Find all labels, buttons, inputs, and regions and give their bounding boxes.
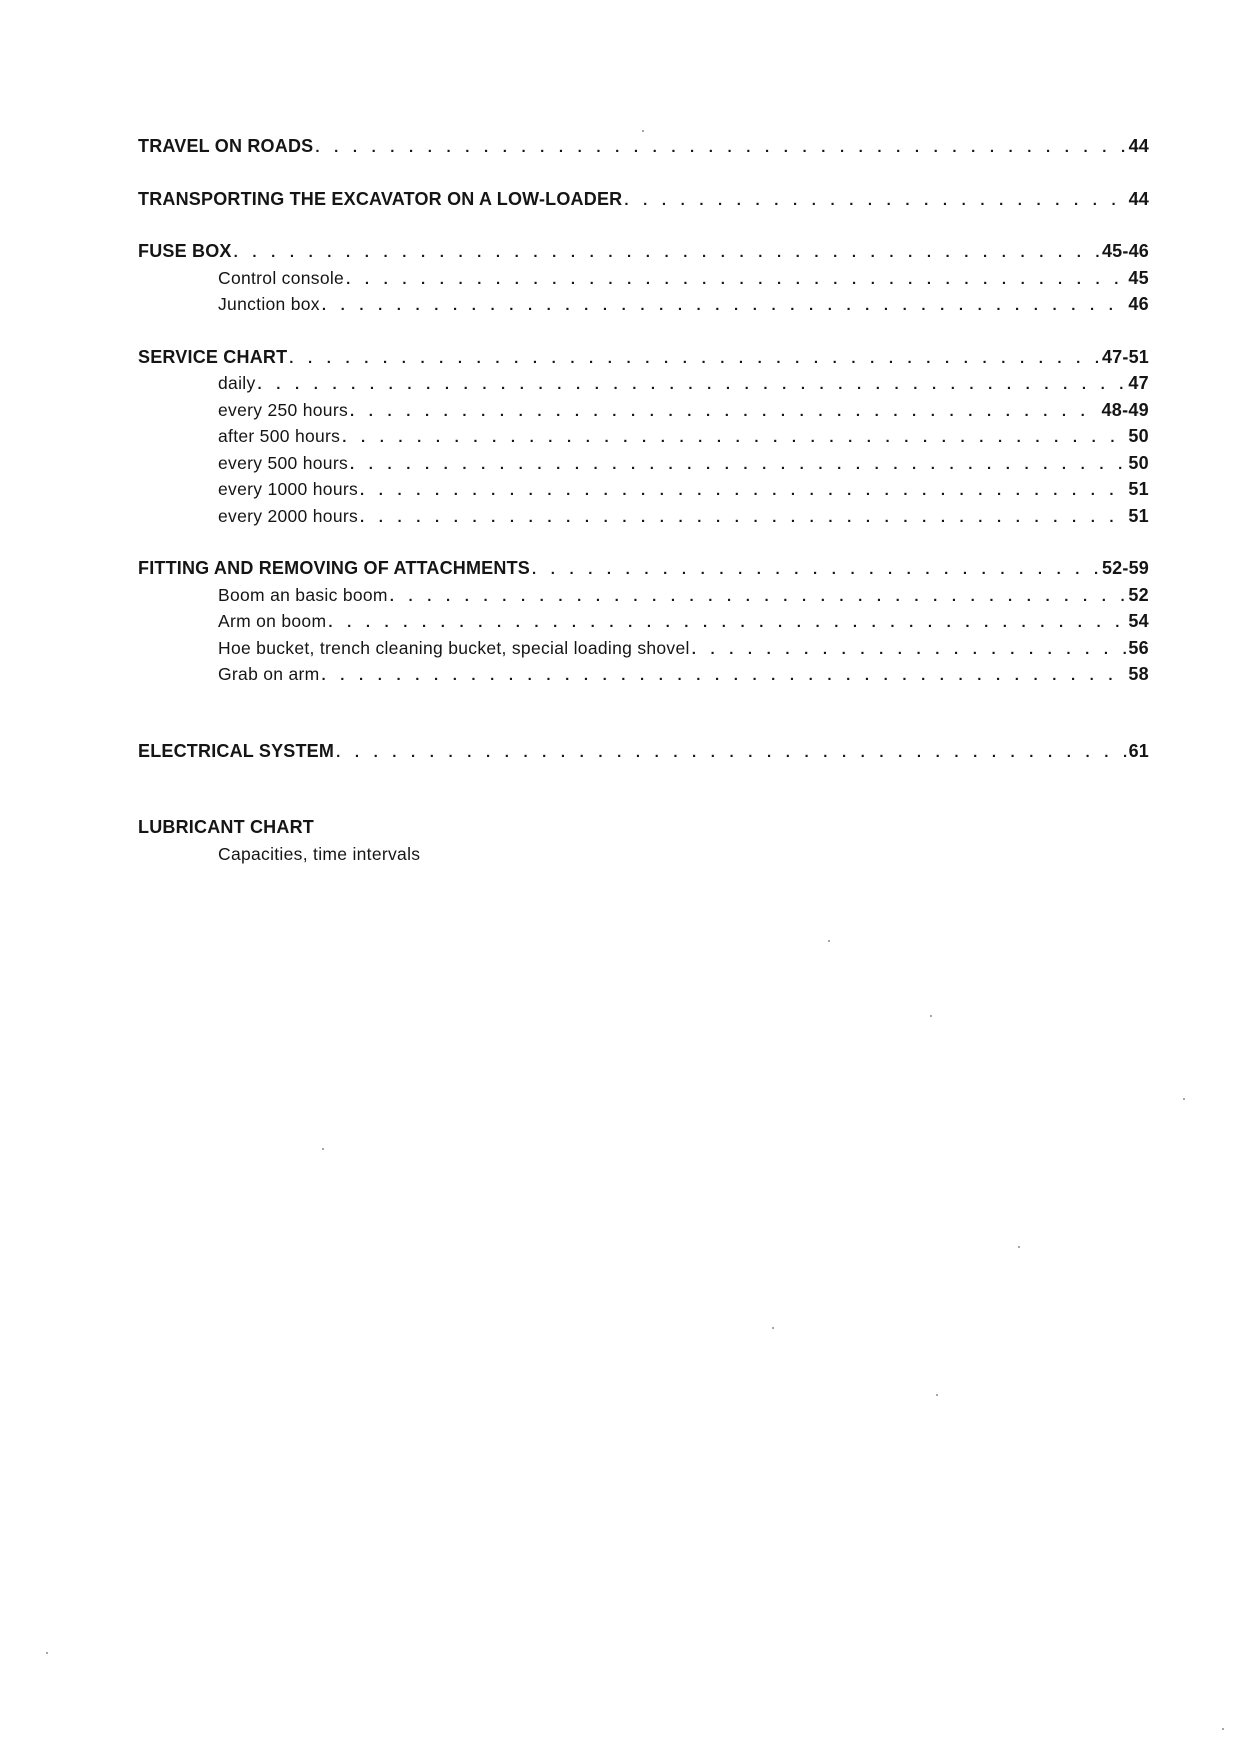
dot-leader (360, 478, 1126, 505)
dot-leader (624, 188, 1126, 215)
toc-subentry-page: 51 (1128, 505, 1149, 526)
dot-leader (328, 610, 1126, 637)
toc-subentry-page: 46 (1128, 294, 1149, 314)
toc-entry[interactable] (138, 344, 1149, 371)
toc-entry[interactable] (138, 133, 1149, 160)
dot-leader (258, 372, 1127, 399)
toc-entry-title: FITTING AND REMOVING OF ATTACHMENTS (138, 558, 530, 578)
toc-subentry (138, 841, 1149, 868)
toc-subentry[interactable] (138, 476, 1149, 503)
toc-entry[interactable] (138, 186, 1149, 213)
toc-entry-title: TRANSPORTING THE EXCAVATOR ON A LOW-LOADER (138, 188, 623, 209)
toc-subentry[interactable] (138, 450, 1149, 477)
toc-entry[interactable] (138, 814, 1149, 841)
toc-subentry[interactable] (138, 608, 1149, 635)
scan-speck (642, 130, 644, 132)
toc-subentry-title: after 500 hours (218, 426, 341, 446)
table-of-contents (138, 133, 1149, 867)
toc-subentry-page: 58 (1128, 664, 1149, 684)
toc-entry-title: LUBRICANT CHART (138, 817, 314, 837)
scan-speck (936, 1394, 938, 1396)
toc-entry-title: ELECTRICAL SYSTEM (138, 740, 335, 761)
toc-entry-page: 44 (1128, 136, 1149, 156)
toc-subentry[interactable] (138, 661, 1149, 688)
toc-subentry-page: 54 (1128, 611, 1149, 631)
toc-subentry-title: every 250 hours (218, 399, 348, 420)
scan-speck (1018, 1246, 1020, 1248)
toc-entry[interactable] (138, 555, 1149, 582)
toc-section-lubricant (138, 814, 1149, 867)
toc-entry-page: 44 (1128, 188, 1149, 209)
dot-leader (390, 584, 1127, 611)
toc-subentry[interactable] (138, 582, 1149, 609)
toc-entry-page: 52-59 (1101, 558, 1149, 578)
toc-subentry-page: 56 (1128, 637, 1149, 658)
toc-subentry-title: every 500 hours (218, 452, 348, 473)
toc-entry-title: SERVICE CHART (138, 346, 288, 367)
toc-subentry-page: 48-49 (1101, 399, 1149, 420)
toc-section-travel-on-roads (138, 133, 1149, 160)
toc-subentry-title: Capacities, time intervals (218, 843, 421, 864)
toc-subentry-page: 50 (1128, 452, 1149, 473)
dot-leader (350, 399, 1099, 426)
scan-speck (1183, 1098, 1185, 1100)
dot-leader (532, 557, 1100, 584)
toc-subentry-page: 50 (1128, 426, 1149, 446)
toc-subentry[interactable] (138, 397, 1149, 424)
scan-speck (772, 1327, 774, 1329)
toc-subentry-page: 45 (1128, 267, 1149, 288)
dot-leader (322, 663, 1127, 690)
toc-entry-page: 61 (1128, 740, 1149, 761)
dot-leader (346, 267, 1126, 294)
dot-leader (322, 293, 1127, 320)
toc-subentry-title: Control console (218, 267, 345, 288)
dot-leader (692, 637, 1127, 664)
scan-speck (930, 1015, 932, 1017)
dot-leader (336, 740, 1126, 767)
toc-subentry-title: Hoe bucket, trench cleaning bucket, special loading shovel (218, 637, 690, 658)
dot-leader (234, 240, 1100, 267)
toc-subentry[interactable] (138, 265, 1149, 292)
toc-subentry-title: Grab on arm (218, 664, 320, 684)
toc-entry[interactable] (138, 238, 1149, 265)
toc-section-fuse-box (138, 238, 1149, 318)
toc-section-service-chart (138, 344, 1149, 530)
toc-subentry[interactable] (138, 291, 1149, 318)
toc-subentry-page: 47 (1128, 373, 1149, 393)
scan-speck (46, 1652, 48, 1654)
dot-leader (360, 505, 1126, 532)
toc-subentry-title: every 1000 hours (218, 479, 359, 499)
toc-section-attachments (138, 555, 1149, 688)
scan-speck (1222, 1728, 1224, 1730)
toc-subentry[interactable] (138, 635, 1149, 662)
toc-subentry-title: Boom an basic boom (218, 584, 388, 605)
toc-subentry-title: Junction box (218, 294, 320, 314)
toc-entry-title: FUSE BOX (138, 241, 232, 261)
scan-speck (322, 1148, 324, 1150)
dot-leader (289, 346, 1100, 373)
toc-subentry[interactable] (138, 370, 1149, 397)
dot-leader (350, 452, 1126, 479)
toc-subentry-title: every 2000 hours (218, 505, 359, 526)
toc-subentry-title: daily (218, 373, 256, 393)
toc-section-transporting (138, 186, 1149, 213)
toc-subentry-page: 52 (1128, 584, 1149, 605)
scan-speck (828, 940, 830, 942)
toc-section-electrical (138, 738, 1149, 765)
toc-subentry-title: Arm on boom (218, 611, 327, 631)
dot-leader (342, 425, 1126, 452)
toc-entry[interactable] (138, 738, 1149, 765)
toc-subentry-page: 51 (1128, 479, 1149, 499)
toc-entry-page: 47-51 (1101, 346, 1149, 367)
toc-subentry[interactable] (138, 423, 1149, 450)
dot-leader (315, 135, 1126, 162)
toc-subentry[interactable] (138, 503, 1149, 530)
toc-entry-page: 45-46 (1101, 241, 1149, 261)
toc-entry-title: TRAVEL ON ROADS (138, 136, 314, 156)
